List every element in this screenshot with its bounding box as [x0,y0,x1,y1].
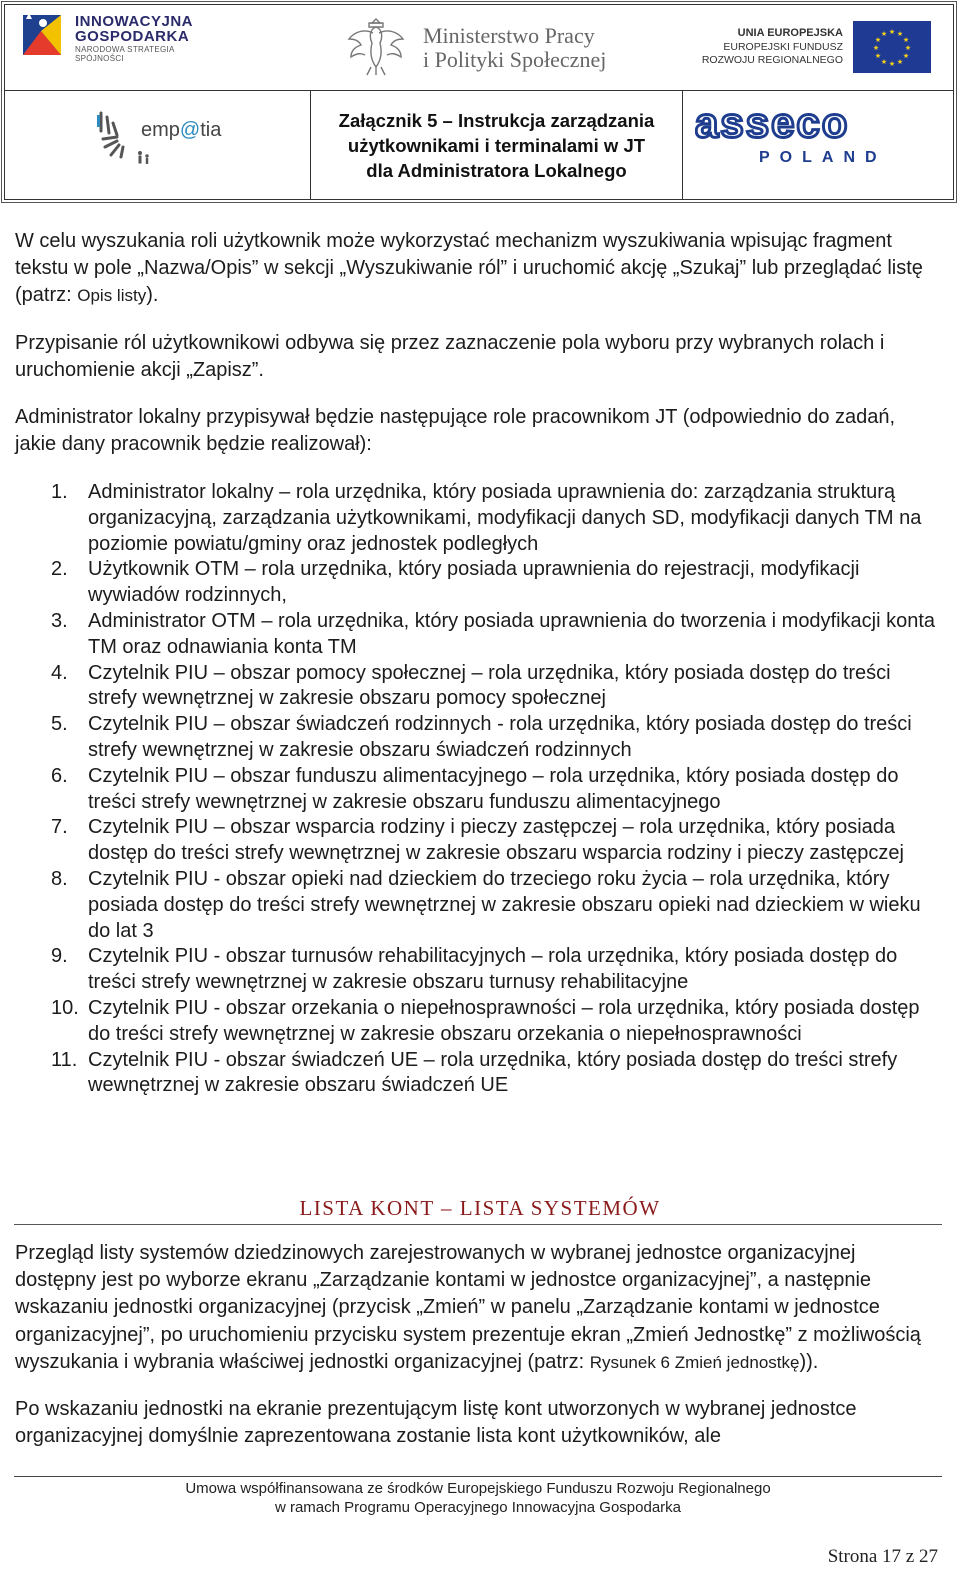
list-item [15,661,940,713]
innowacyjna-gospodarka-logo [15,7,215,67]
document-title-line1: Załącznik 5 – Instrukcja zarządzania [338,109,655,131]
ministerstwo-logo-line1: Ministerstwo Pracy [423,23,595,48]
ig-logo-line1: INNOWACYJNA [75,13,194,30]
svg-text:★: ★ [874,36,882,44]
empatia-text-at: @ [179,119,201,141]
svg-text:★: ★ [874,52,882,60]
document-title-line3: dla Administratora Lokalnego [366,159,627,181]
eu-flag-icon [853,21,931,73]
list-item-text: Czytelnik PIU - obszar orzekania o niepełnosprawności – rola urzędnika, który posiada dostęp do treści strefy wewnętrznej w zakresie obszaru orzekania o niepełnosprawności [88,996,920,1045]
document-body-section2 [15,1240,940,1450]
footer-note [0,1479,956,1517]
list-item-text: Czytelnik PIU – obszar funduszu alimentacyjnego – rola urzędnika, który posiada dostęp do treści strefy wewnętrznej w zakresie obszaru funduszu alimentacyjnego [88,764,899,813]
header-title-strip [4,90,954,200]
list-item-number: 3. [51,609,68,632]
svg-text:★: ★ [902,36,910,44]
paragraph-accounts-list: Po wskazaniu jednostki na ekranie prezentującym listę kont utworzonych w wybranej jednostce organizacyjnej domyślnie zaprezentowana zostanie lista kont użytkowników, ale [15,1398,857,1448]
empatia-text-post: tia [200,119,222,141]
paragraph-assign-roles: Przypisanie ról użytkownikowi odbywa się przez zaznaczenie pola wyboru przy wybranych rolach i uruchomienie akcji „Zapisz”. [15,332,885,381]
svg-text:★: ★ [888,28,896,36]
list-item-number: 5. [51,713,68,736]
list-item [15,764,940,816]
list-item-text: Czytelnik PIU - obszar opieki nad dzieckiem do trzeciego roku życia – rola urzędnika, który posiada dostęp do treści strefy wewnętrznej w zakresie obszaru opieki nad dzieckiem w wieku do lat 3 [88,867,921,942]
ministerstwo-logo-line2: i Polityki Społecznej [423,47,607,72]
list-item-number: 6. [51,764,68,787]
list-item [15,480,940,557]
empatia-mark-icon [95,105,139,165]
list-item [15,557,940,609]
list-item-text: Czytelnik PIU – obszar pomocy społecznej – rola urzędnika, który posiada dostęp do treści strefy wewnętrznej w zakresie obszaru pomocy społecznej [88,661,891,710]
polish-eagle-icon [345,13,407,79]
asseco-wordmark-text: asseco [695,105,850,145]
ue-logo-line2: EUROPEJSKI FUNDUSZ [723,41,843,53]
list-item [15,609,940,661]
list-item-text: Czytelnik PIU - obszar turnusów rehabilitacyjnych – rola urzędnika, który posiada dostęp do treści strefy wewnętrznej w zakresie obszaru turnusy rehabilitacyjne [88,945,898,994]
ig-logo-line3: NARODOWA STRATEGIA SPÓJNOŚCI [75,45,175,63]
footer-line1: Umowa współfinansowana ze środków Europejskiego Funduszu Rozwoju Regionalnego [185,1480,771,1497]
svg-text:★: ★ [880,30,888,38]
list-item [15,712,940,764]
list-item-text: Administrator OTM – rola urzędnika, który posiada uprawnienia do tworzenia i modyfikacji konta TM oraz odnawiania konta TM [88,609,936,658]
list-item-number: 4. [51,661,68,684]
ue-logo-line3: ROZWOJU REGIONALNEGO [701,54,843,66]
list-item-number: 11. [51,1048,78,1071]
list-item [15,1048,940,1100]
list-item-text: Czytelnik PIU – obszar świadczeń rodzinnych - rola urzędnika, który posiada dostęp do treści strefy wewnętrznej w zakresie obszaru świadczeń rodzinnych [88,713,912,761]
list-item [15,944,940,996]
reference-rysunek-6: Rysunek 6 Zmień jednostkę [589,1352,800,1372]
empatia-text-pre: emp [141,119,180,141]
footer-line2: w ramach Programu Operacyjnego Innowacyjna Gospodarka [274,1499,682,1516]
section-heading: LISTA KONT – LISTA SYSTEMÓW [299,1196,661,1220]
ig-logo-line2: GOSPODARKA [75,28,190,45]
asseco-country: POLAND [759,149,887,166]
svg-text:★: ★ [880,58,888,66]
header-cell-asseco [683,91,953,199]
list-item-number: 2. [51,558,68,581]
empatia-logo-text [141,119,221,142]
list-item-number: 9. [51,945,68,968]
svg-text:★: ★ [904,44,912,52]
svg-text:★: ★ [872,44,880,52]
page-number: Strona 17 z 27 [827,1546,938,1567]
asseco-wordmark [695,105,931,145]
list-item-text: Użytkownik OTM – rola urzędnika, który posiada uprawnienia do rejestracji, modyfikacji wywiadów rodzinnych, [88,558,860,607]
document-title [339,108,655,183]
roles-list [15,480,940,1099]
svg-text:★: ★ [902,52,910,60]
footer-divider [14,1476,942,1477]
list-item [15,996,940,1048]
paragraph-search-roles-text: W celu wyszukania roli użytkownik może wykorzystać mechanizm wyszukiwania wpisując fragment tekstu w pole „Nazwa/Opis” w sekcji „Wyszukiwanie ról” i uruchomić akcję „Szukaj” lub przeglądać listę (patrz: [15,230,923,306]
ministerstwo-logo [345,13,645,83]
paragraph-search-roles [15,228,940,309]
paragraph-search-roles-end: ). [146,284,159,306]
list-item-number: 1. [51,481,68,503]
svg-text:★: ★ [896,30,904,38]
asseco-logo [695,105,945,175]
list-item-text: Czytelnik PIU - obszar świadczeń UE – rola urzędnika, który posiada dostęp do treści strefy wewnętrznej w zakresie obszaru świadczeń UE [88,1048,898,1097]
list-item-text: Czytelnik PIU – obszar wsparcia rodziny i pieczy zastępczej – rola urzędnika, który posiada dostęp do treści strefy wewnętrznej w zakresie obszaru wsparcia rodziny i pieczy zastępczej [88,816,904,865]
paragraph-systems-list-end: )). [799,1350,819,1373]
header-logo-strip [4,4,954,91]
paragraph-systems-list [15,1240,940,1376]
family-icon [135,149,153,167]
ue-logo-line1: UNIA EUROPEJSKA [737,27,843,39]
list-item-number: 8. [51,867,68,890]
unia-europejska-logo [703,19,943,79]
paragraph-systems-list-text: Przegląd listy systemów dziedzinowych zarejestrowanych w wybranej jednostce organizacyjnej dostępny jest po wyborze ekranu „Zarządzanie kontami w jednostce organizacyjnej”, a następnie wskazaniu jednostki organizacyjnej (przycisk „Zmień” w panelu „Zarządzanie kontami w jednostce organizacyjnej”, po uruchomieniu przycisku system prezentuje ekran „Zmień Jednostkę” z możliwością wyszukania i wybrania właściwej jednostki organizacyjnej (patrz: [15,1242,921,1373]
innowacyjna-gospodarka-mark-icon [21,11,67,61]
list-item [15,867,940,944]
header-cell-title [311,91,683,199]
svg-text:★: ★ [896,58,904,66]
list-item-text: Administrator lokalny – rola urzędnika, który posiada uprawnienia do: zarządzania strukturą organizacyjną, zarządzania użytkownikami, modyfikacji danych SD, modyfikacji danych TM na poziomie powiatu/gminy oraz jednostek podległych [88,481,922,555]
document-title-line2: użytkownikami i terminalami w JT [347,134,646,156]
header-cell-empatia [5,91,311,199]
list-item-number: 7. [51,816,68,839]
svg-text:★: ★ [888,60,896,68]
list-item-number: 10. [51,996,79,1019]
empatia-logo [95,105,235,175]
reference-opis-listy: Opis listy [77,286,147,305]
section-divider [14,1224,942,1225]
list-item [15,815,940,867]
paragraph-admin-roles-intro: Administrator lokalny przypisywał będzie następujące role pracownikom JT (odpowiednio do zadań, jakie dany pracownik będzie realizował): [15,406,896,455]
